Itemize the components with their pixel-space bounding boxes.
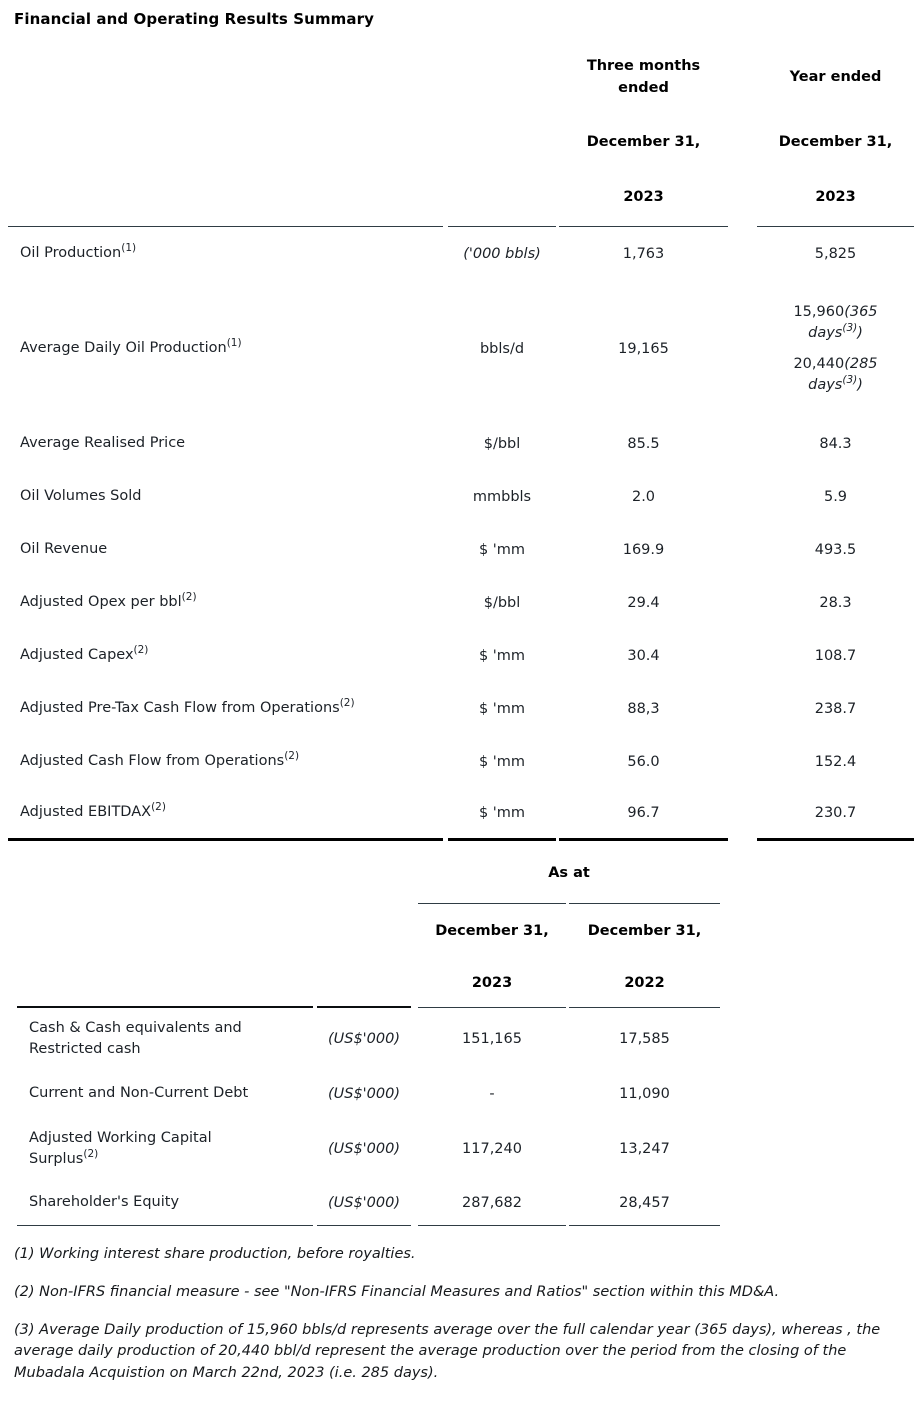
row-unit: bbls/d [479,341,525,357]
value-year: 493.5 [814,541,857,558]
table-row [8,735,914,788]
table-row [8,227,914,281]
footnote-ref: (2) [83,1148,99,1161]
row-unit: (US$'000) [317,1180,411,1226]
footnotes [14,1244,908,1385]
row-label: Average Daily Oil Production$^{(1)}$ [20,337,242,357]
value-year: 108.7 [814,647,857,664]
row-label: Adjusted Capex$^{(2)}$ [20,644,149,663]
table-row [8,576,914,629]
results-table-period [8,40,914,841]
row-unit: mmbbls [472,488,532,505]
row-unit: $ 'mm [478,753,526,770]
value-year: 238.7 [814,700,857,717]
value-q4: 96.7 [559,788,728,841]
col-header-date-year: December 31, [778,133,893,150]
footnote-3: (3) Average Daily production of 15,960 bbls/d represents average over the full calendar year (365 days), whereas , the average daily production of 20,440 bbl/d represent the average production over the period from the closing of the Mubadala Acquistion on March 22nd, 2023 (i.e. 285 days). [14,1321,881,1381]
footnote-2: (2) Non-IFRS financial measure - see "Non-IFRS Financial Measures and Ratios" section within this MD&A. [14,1283,780,1300]
value-year: 28.3 [819,594,852,611]
header-spacer [8,40,443,115]
value-2022: 13,247 [619,1141,670,1157]
value-2022: 17,585 [619,1031,670,1047]
col-header-as-at: As at [548,865,590,882]
table-row [8,470,914,523]
table-row [8,40,914,115]
value-q4: 19,165 [618,341,669,357]
col-header-year-ended: Year ended [789,68,882,85]
value-year-365-days: 15,960(365 days$^{(3)}$) [793,303,878,341]
footnote-ref: (3) [842,374,858,387]
row-unit: $ 'mm [478,647,526,664]
footnote-ref: (1) [226,337,242,350]
col-header-year-q4: 2023 [559,170,728,227]
footnote-ref: (1) [121,242,137,255]
row-label: Oil Production$^{(1)}$ [20,242,137,262]
col-header-date-2022: December 31, [569,903,720,960]
footnote-ref: (3) [842,322,858,335]
footnote-ref: (2) [151,801,166,814]
footnote-ref: (2) [133,644,149,657]
col-header-three-months-ended: Three months ended [586,58,701,96]
value-year: 5,825 [814,246,857,262]
row-unit: (US$'000) [327,1141,401,1157]
col-header-year-2023: 2023 [418,960,566,1008]
row-unit: $ 'mm [478,541,526,558]
col-header-year-year: 2023 [757,170,914,227]
value-year-285-days: 20,440(285 days$^{(3)}$) [793,356,878,394]
table-row [17,960,720,1008]
value-2023: 151,165 [462,1031,522,1047]
row-label: Average Realised Price [20,434,186,451]
table-row [17,1008,720,1070]
page-title: Financial and Operating Results Summary [14,10,375,28]
value-2022: 11,090 [619,1086,670,1102]
value-year-stacked [757,281,914,417]
table-row [8,682,914,735]
row-unit: $/bbl [483,435,521,452]
value-year: 84.3 [819,435,852,452]
table-row [17,845,720,903]
table-row [17,1118,720,1180]
row-label: Shareholder's Equity [17,1180,313,1226]
row-label: Adjusted EBITDAX$^{(2)}$ [8,788,443,841]
table-row [17,1180,720,1226]
value-2023: 117,240 [462,1141,522,1157]
table-row [8,115,914,170]
table-row [8,170,914,227]
footnote-ref: (2) [181,591,197,604]
table-row [8,281,914,417]
value-q4: 1,763 [622,246,665,262]
col-header-date-q4: December 31, [586,133,701,150]
footnote-1: (1) Working interest share production, before royalties. [14,1246,416,1262]
value-q4: 29.4 [627,594,660,611]
value-2023: - [489,1086,495,1102]
table-row [8,523,914,576]
row-label: Oil Volumes Sold [20,487,142,504]
value-q4: 2.0 [631,488,656,505]
value-year: 152.4 [814,753,857,770]
value-q4: 88,3 [627,700,660,717]
header-spacer [448,40,556,115]
table-row [17,903,720,960]
table-row [8,417,914,470]
table-row [8,629,914,682]
value-2022: 28,457 [569,1180,720,1226]
value-year: 5.9 [823,488,848,505]
results-table-as-at [17,845,720,1226]
row-unit: $ 'mm [448,788,556,841]
value-year: 230.7 [757,788,914,841]
footnote-ref: (2) [339,697,355,710]
row-label: Adjusted Opex per bbl$^{(2)}$ [20,591,197,610]
row-unit: (US$'000) [327,1031,401,1047]
value-q4: 169.9 [622,541,665,558]
table-row [17,1070,720,1118]
row-label: Oil Revenue [20,540,108,557]
row-label: Adjusted Pre-Tax Cash Flow from Operations$^{(2)}$ [20,697,355,716]
row-label: Current and Non-Current Debt [29,1085,249,1102]
row-unit: (US$'000) [327,1086,401,1102]
col-header-year-2022: 2022 [569,960,720,1008]
row-label: Cash & Cash equivalents and Restricted cash [29,1019,242,1057]
value-q4: 56.0 [627,753,660,770]
row-unit: $/bbl [483,594,521,611]
table-row [8,788,914,841]
col-header-date-2023: December 31, [418,903,566,960]
value-q4: 85.5 [627,435,660,452]
value-q4: 30.4 [627,647,660,664]
row-unit: ('000 bbls) [463,246,541,262]
footnote-ref: (2) [284,750,300,763]
row-unit: $ 'mm [478,700,526,717]
row-label: Adjusted Working Capital Surplus$^{(2)}$ [29,1129,212,1167]
row-label: Adjusted Cash Flow from Operations$^{(2)}$ [20,750,300,769]
value-2023: 287,682 [418,1180,566,1226]
